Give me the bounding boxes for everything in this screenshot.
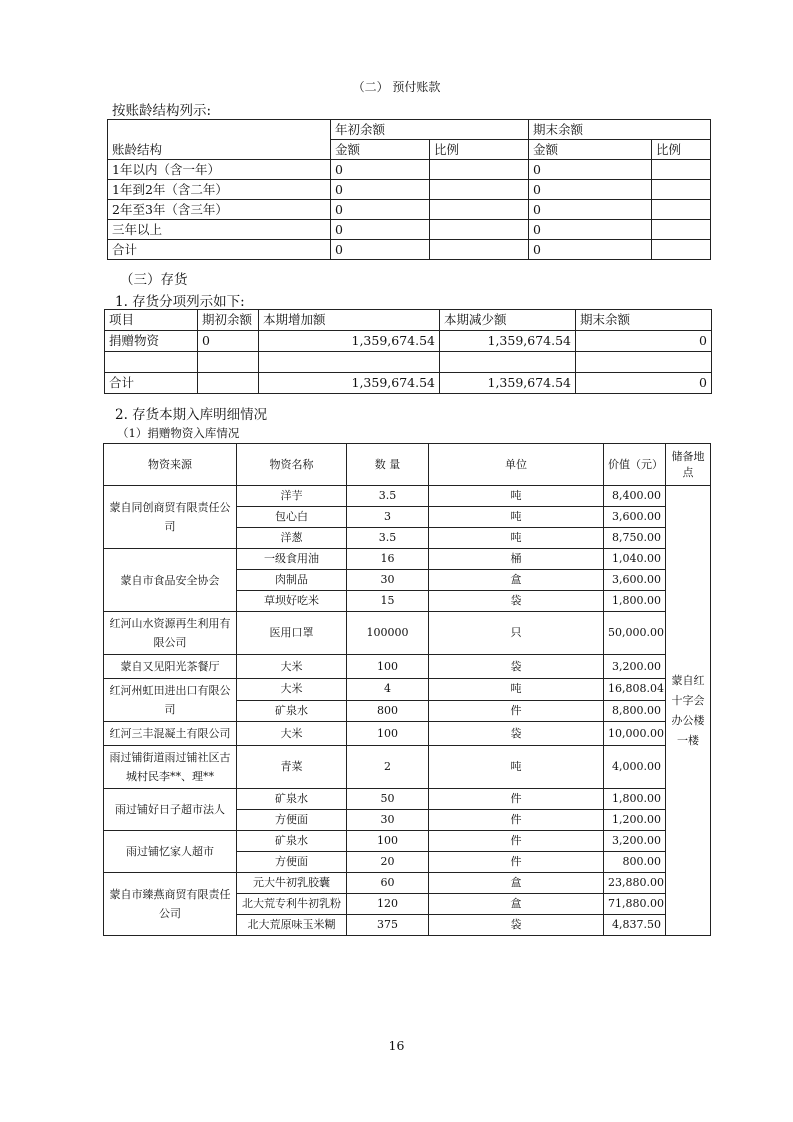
column-header: 期初余额 [198, 310, 259, 331]
end-amount-header: 金额 [529, 140, 652, 160]
col-group-end-header: 期末余额 [529, 120, 711, 140]
material-name-cell: 肉制品 [237, 570, 347, 591]
quantity-cell: 60 [347, 873, 429, 894]
unit-cell: 盒 [429, 873, 604, 894]
material-name-cell: 洋葱 [237, 528, 347, 549]
unit-cell: 件 [429, 831, 604, 852]
material-name-cell: 洋芋 [237, 486, 347, 507]
begin-cell: 0 [198, 331, 259, 352]
table-row [105, 373, 712, 394]
inventory-table [104, 309, 712, 394]
begin-ratio-cell [430, 220, 529, 240]
increase-cell: 1,359,674.54 [259, 331, 440, 352]
end-amount-cell: 0 [529, 180, 652, 200]
aging-label-cell: 三年以上 [108, 220, 331, 240]
unit-cell: 只 [429, 612, 604, 655]
inventory-subheading-1: 1. 存货分项列示如下: [115, 294, 245, 310]
item-cell [105, 352, 198, 373]
unit-cell: 袋 [429, 722, 604, 746]
col-group-begin-header: 年初余额 [331, 120, 529, 140]
value-cell: 4,000.00 [604, 746, 666, 789]
column-header: 本期增加额 [259, 310, 440, 331]
material-name-cell: 青菜 [237, 746, 347, 789]
aging-caption: 按账龄结构列示: [112, 103, 212, 119]
begin-amount-header: 金额 [331, 140, 430, 160]
unit-cell: 吨 [429, 746, 604, 789]
end-cell: 0 [576, 331, 712, 352]
table-row [104, 789, 711, 810]
source-cell: 雨过铺好日子超市法人 [104, 789, 237, 831]
unit-cell: 盒 [429, 570, 604, 591]
column-header-source: 物资来源 [104, 444, 237, 486]
quantity-cell: 100 [347, 831, 429, 852]
aging-label-cell: 1年以内（含一年） [108, 160, 331, 180]
begin-amount-cell: 0 [331, 180, 430, 200]
value-cell: 3,600.00 [604, 507, 666, 528]
table-header-row [104, 444, 711, 486]
material-name-cell: 一级食用油 [237, 549, 347, 570]
storage-location-cell: 蒙自红十字会办公楼一楼 [666, 486, 711, 936]
value-cell: 3,200.00 [604, 831, 666, 852]
inventory-heading: （三）存货 [120, 272, 188, 288]
material-name-cell: 矿泉水 [237, 789, 347, 810]
quantity-cell: 100 [347, 655, 429, 679]
quantity-cell: 15 [347, 591, 429, 612]
begin-ratio-cell [430, 200, 529, 220]
begin-amount-cell: 0 [331, 200, 430, 220]
value-cell: 23,880.00 [604, 873, 666, 894]
begin-amount-cell: 0 [331, 220, 430, 240]
begin-ratio-cell [430, 180, 529, 200]
quantity-cell: 20 [347, 852, 429, 873]
item-cell: 捐赠物资 [105, 331, 198, 352]
source-cell: 雨过铺忆家人超市 [104, 831, 237, 873]
source-cell: 蒙自市臻燕商贸有限责任公司 [104, 873, 237, 936]
table-row [104, 549, 711, 570]
value-cell: 1,040.00 [604, 549, 666, 570]
quantity-cell: 2 [347, 746, 429, 789]
quantity-cell: 100 [347, 722, 429, 746]
value-cell: 1,800.00 [604, 591, 666, 612]
table-row [108, 160, 711, 180]
unit-cell: 吨 [429, 679, 604, 701]
material-name-cell: 矿泉水 [237, 831, 347, 852]
column-header-qty: 数 量 [347, 444, 429, 486]
quantity-cell: 100000 [347, 612, 429, 655]
quantity-cell: 16 [347, 549, 429, 570]
end-amount-cell: 0 [529, 240, 652, 260]
column-header: 本期减少额 [440, 310, 576, 331]
material-name-cell: 大米 [237, 655, 347, 679]
column-header-name: 物资名称 [237, 444, 347, 486]
source-cell: 红河州虹田进出口有限公司 [104, 679, 237, 722]
unit-cell: 件 [429, 852, 604, 873]
value-cell: 71,880.00 [604, 894, 666, 915]
end-amount-cell: 0 [529, 200, 652, 220]
donation-detail-table [103, 443, 711, 936]
unit-cell: 吨 [429, 507, 604, 528]
inventory-subheading-2: 2. 存货本期入库明细情况 [115, 407, 268, 423]
end-cell [576, 352, 712, 373]
column-header: 项目 [105, 310, 198, 331]
table-row [104, 612, 711, 655]
end-amount-cell: 0 [529, 220, 652, 240]
source-cell: 蒙自市食品安全协会 [104, 549, 237, 612]
material-name-cell: 包心白 [237, 507, 347, 528]
unit-cell: 盒 [429, 894, 604, 915]
value-cell: 1,800.00 [604, 789, 666, 810]
quantity-cell: 375 [347, 915, 429, 936]
material-name-cell: 北大荒专利牛初乳粉 [237, 894, 347, 915]
unit-cell: 吨 [429, 486, 604, 507]
quantity-cell: 3 [347, 507, 429, 528]
material-name-cell: 大米 [237, 722, 347, 746]
column-header-value: 价值（元） [604, 444, 666, 486]
quantity-cell: 30 [347, 810, 429, 831]
decrease-cell [440, 352, 576, 373]
value-cell: 4,837.50 [604, 915, 666, 936]
table-row [108, 220, 711, 240]
source-cell: 蒙自同创商贸有限责任公司 [104, 486, 237, 549]
table-row [104, 679, 711, 701]
section-title: （二） 预付账款 [352, 80, 441, 94]
value-cell: 50,000.00 [604, 612, 666, 655]
value-cell: 3,600.00 [604, 570, 666, 591]
unit-cell: 件 [429, 789, 604, 810]
increase-cell: 1,359,674.54 [259, 373, 440, 394]
decrease-cell: 1,359,674.54 [440, 331, 576, 352]
table-row [104, 873, 711, 894]
unit-cell: 吨 [429, 528, 604, 549]
col-structure-header: 账龄结构 [108, 120, 331, 160]
material-name-cell: 矿泉水 [237, 700, 347, 722]
value-cell: 10,000.00 [604, 722, 666, 746]
column-header-location: 储备地点 [666, 444, 711, 486]
unit-cell: 件 [429, 810, 604, 831]
material-name-cell: 方便面 [237, 852, 347, 873]
source-cell: 雨过铺街道雨过铺社区古城村民李**、理** [104, 746, 237, 789]
item-cell: 合计 [105, 373, 198, 394]
table-row [104, 746, 711, 789]
quantity-cell: 3.5 [347, 486, 429, 507]
material-name-cell: 大米 [237, 679, 347, 701]
quantity-cell: 50 [347, 789, 429, 810]
unit-cell: 袋 [429, 655, 604, 679]
aging-label-cell: 2年至3年（含三年） [108, 200, 331, 220]
begin-ratio-cell [430, 240, 529, 260]
page-number: 16 [388, 1038, 405, 1053]
source-cell: 蒙自又见阳光茶餐厅 [104, 655, 237, 679]
table-header-row [105, 310, 712, 331]
begin-ratio-header: 比例 [430, 140, 529, 160]
unit-cell: 件 [429, 700, 604, 722]
value-cell: 8,750.00 [604, 528, 666, 549]
end-ratio-cell [652, 180, 711, 200]
end-ratio-header: 比例 [652, 140, 711, 160]
aging-table [107, 119, 711, 260]
table-row [108, 240, 711, 260]
value-cell: 8,800.00 [604, 700, 666, 722]
table-row [105, 331, 712, 352]
table-row [104, 831, 711, 852]
source-cell: 红河三丰混凝土有限公司 [104, 722, 237, 746]
quantity-cell: 4 [347, 679, 429, 701]
quantity-cell: 30 [347, 570, 429, 591]
begin-ratio-cell [430, 160, 529, 180]
quantity-cell: 800 [347, 700, 429, 722]
decrease-cell: 1,359,674.54 [440, 373, 576, 394]
value-cell: 3,200.00 [604, 655, 666, 679]
end-ratio-cell [652, 160, 711, 180]
unit-cell: 桶 [429, 549, 604, 570]
increase-cell [259, 352, 440, 373]
quantity-cell: 3.5 [347, 528, 429, 549]
begin-cell [198, 373, 259, 394]
begin-amount-cell: 0 [331, 240, 430, 260]
unit-cell: 袋 [429, 591, 604, 612]
material-name-cell: 医用口罩 [237, 612, 347, 655]
unit-cell: 袋 [429, 915, 604, 936]
material-name-cell: 北大荒原味玉米糊 [237, 915, 347, 936]
end-ratio-cell [652, 220, 711, 240]
begin-cell [198, 352, 259, 373]
table-row [104, 655, 711, 679]
material-name-cell: 草坝好吃米 [237, 591, 347, 612]
end-ratio-cell [652, 200, 711, 220]
aging-label-cell: 合计 [108, 240, 331, 260]
aging-label-cell: 1年到2年（含二年） [108, 180, 331, 200]
column-header-unit: 单位 [429, 444, 604, 486]
material-name-cell: 元大牛初乳胶囊 [237, 873, 347, 894]
table-row [105, 352, 712, 373]
table-row [104, 486, 711, 507]
value-cell: 16,808.04 [604, 679, 666, 701]
table-row [108, 180, 711, 200]
value-cell: 1,200.00 [604, 810, 666, 831]
table-row [108, 200, 711, 220]
end-cell: 0 [576, 373, 712, 394]
inventory-subheading-3: （1）捐赠物资入库情况 [117, 426, 240, 440]
source-cell: 红河山水资源再生利用有限公司 [104, 612, 237, 655]
quantity-cell: 120 [347, 894, 429, 915]
end-amount-cell: 0 [529, 160, 652, 180]
begin-amount-cell: 0 [331, 160, 430, 180]
material-name-cell: 方便面 [237, 810, 347, 831]
end-ratio-cell [652, 240, 711, 260]
column-header: 期末余额 [576, 310, 712, 331]
value-cell: 800.00 [604, 852, 666, 873]
table-row [104, 722, 711, 746]
value-cell: 8,400.00 [604, 486, 666, 507]
